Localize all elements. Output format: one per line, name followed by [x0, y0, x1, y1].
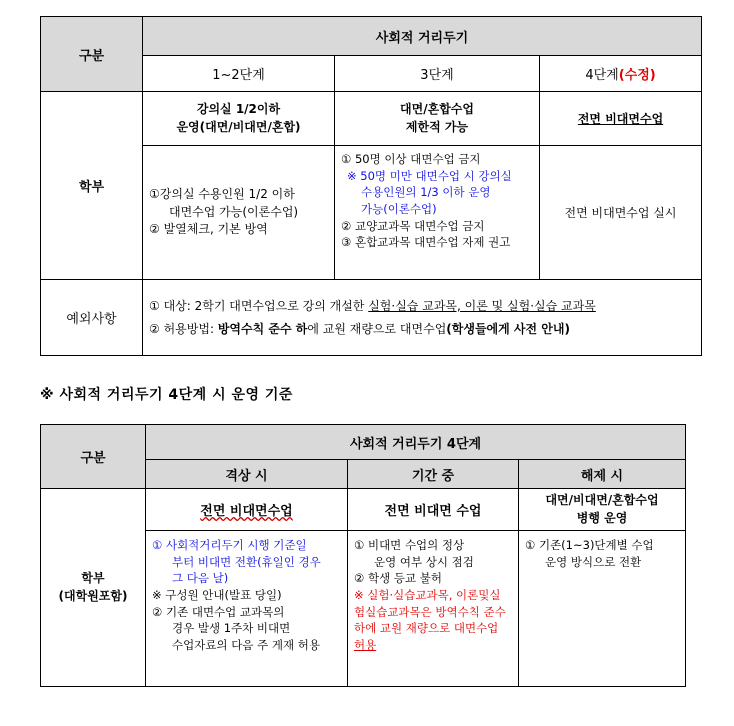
header-category: 구분: [41, 17, 143, 92]
table-distancing-levels: [40, 16, 702, 356]
summary-release: 대면/비대면/혼합수업 병행 운영: [519, 489, 686, 531]
row-label-exceptions: 예외사항: [41, 280, 143, 356]
note-level-4-criteria: ※ 사회적 거리두기 4단계 시 운영 기준: [40, 387, 293, 403]
header-level-3: 3단계: [335, 56, 540, 92]
details-level-3: ① 50명 이상 대면수업 금지 ※ 50명 미만 대면수업 시 강의실 수용인원의 1/3 이하 운영 가능(이론수업) ② 교양교과목 대면수업 금지 ③ 혼합교과목 대면수업 자제 권고: [335, 146, 540, 280]
summary-upgrade: 전면 비대면수업: [146, 489, 348, 531]
details-during: ① 비대면 수업의 정상 운영 여부 상시 점검 ② 학생 등교 불허 ※ 실험·실습교과목, 이론및실 험실습교과목은 방역수칙 준수 하에 교원 재량으로 대면수업 허용: [348, 531, 519, 687]
header-category: 구분: [41, 425, 146, 489]
details-level-4: 전면 비대면수업 실시: [540, 146, 702, 280]
exceptions-content: ① 대상: 2학기 대면수업으로 강의 개설한 실험·실습 교과목, 이론 및 실험·실습 교과목 ② 허용방법: 방역수칙 준수 하에 교원 재량으로 대면수업(학생들에게 사전 안내): [143, 280, 702, 356]
header-title: 사회적 거리두기: [143, 17, 702, 56]
row-label-undergrad-grad: 학부 (대학원포함): [41, 489, 146, 687]
header-release: 해제 시: [519, 460, 686, 489]
summary-during: 전면 비대면 수업: [348, 489, 519, 531]
header-during: 기간 중: [348, 460, 519, 489]
header-level-4: 4단계(수정): [540, 56, 702, 92]
summary-level-1-2: 강의실 1/2이하 운영(대면/비대면/혼합): [143, 92, 335, 146]
details-level-1-2: ①강의실 수용인원 1/2 이하 대면수업 가능(이론수업) ② 발열체크, 기본 방역: [143, 146, 335, 280]
table-level-4-operation: [40, 424, 686, 687]
revised-tag: (수정): [618, 68, 656, 83]
header-upgrade: 격상 시: [146, 460, 348, 489]
summary-level-3: 대면/혼합수업 제한적 가능: [335, 92, 540, 146]
header-title: 사회적 거리두기 4단계: [146, 425, 686, 460]
details-release: ① 기존(1~3)단계별 수업 운영 방식으로 전환: [519, 531, 686, 687]
details-upgrade: ① 사회적거리두기 시행 기준일 부터 비대면 전환(휴일인 경우 그 다음 날) ※ 구성원 안내(발표 당일) ② 기존 대면수업 교과목의 경우 발생 1주차 비대면 수업자료의 다음 주 게재 허용: [146, 531, 348, 687]
header-level-1-2: 1~2단계: [143, 56, 335, 92]
summary-level-4: 전면 비대면수업: [540, 92, 702, 146]
row-label-undergrad: 학부: [41, 92, 143, 280]
